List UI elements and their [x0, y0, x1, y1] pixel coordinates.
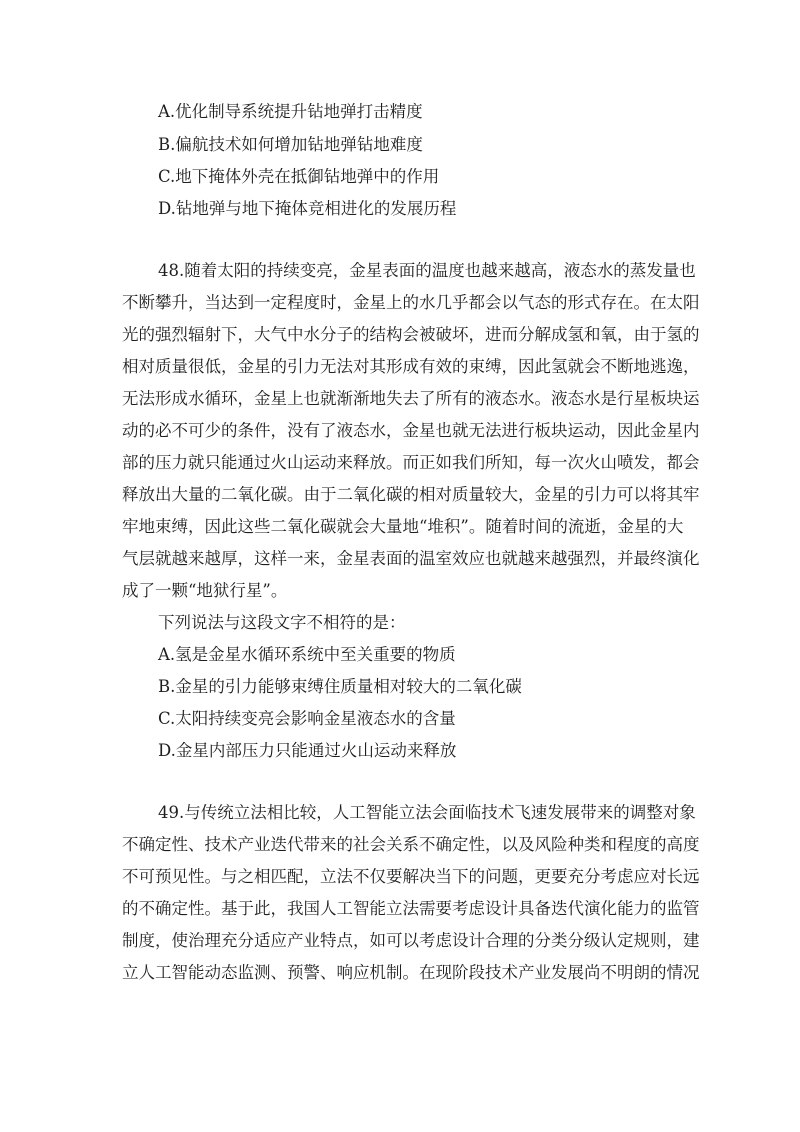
q48-line-6: 动的必不可少的条件，没有了液态水，金星也就无法进行板块运动，因此金星内 [122, 421, 700, 440]
q49-line-3: 不可预见性。与之相匹配，立法不仅要解决当下的问题，更要充分考虑应对长远 [122, 867, 700, 886]
q48-line-7: 部的压力就只能通过火山运动来释放。而正如我们所知，每一次火山喷发，都会 [122, 453, 700, 472]
q49-line-2: 不确定性、技术产业迭代带来的社会关系不确定性，以及风险种类和程度的高度 [122, 835, 700, 854]
q49-line-6: 立人工智能动态监测、预警、响应机制。在现阶段技术产业发展尚不明朗的情况 [122, 963, 700, 982]
q48-line-11: 成了一颗“地狱行星”。 [122, 581, 288, 600]
q47-option-b: B.偏航技术如何增加钻地弹钻地难度 [158, 135, 423, 154]
q48-option-d: D.金星内部压力只能通过火山运动来释放 [158, 741, 457, 760]
q48-line-10: 气层就越来越厚，这样一来，金星表面的温室效应也就越来越强烈，并最终演化 [122, 549, 700, 568]
q47-option-a: A.优化制导系统提升钻地弹打击精度 [158, 102, 423, 121]
q48-line-5: 无法形成水循环，金星上也就渐渐地失去了所有的液态水。液态水是行星板块运 [122, 389, 700, 408]
q49-line-5: 制度，使治理充分适应产业特点，如可以考虑设计合理的分类分级认定规则，建 [122, 931, 700, 950]
q47-option-c: C.地下掩体外壳在抵御钻地弹中的作用 [158, 167, 440, 186]
q48-option-b: B.金星的引力能够束缚住质量相对较大的二氧化碳 [158, 677, 522, 696]
q48-option-c: C.太阳持续变亮会影响金星液态水的含量 [158, 709, 456, 728]
q48-line-9: 牢地束缚，因此这些二氧化碳就会大量地“堆积”。随着时间的流逝，金星的大 [122, 517, 684, 536]
q48-option-a: A.氢是金星水循环系统中至关重要的物质 [158, 645, 456, 664]
q49-line-1: 49.与传统立法相比较，人工智能立法会面临技术飞速发展带来的调整对象 [158, 803, 696, 822]
q49-line-4: 的不确定性。基于此，我国人工智能立法需要考虑设计具备迭代演化能力的监管 [122, 899, 700, 918]
q48-question: 下列说法与这段文字不相符的是： [158, 613, 406, 632]
q48-line-8: 释放出大量的二氧化碳。由于二氧化碳的相对质量较大，金星的引力可以将其牢 [122, 485, 700, 504]
q48-line-3: 光的强烈辐射下，大气中水分子的结构会被破坏，进而分解成氢和氧，由于氢的 [122, 325, 700, 344]
q47-option-d: D.钻地弹与地下掩体竞相进化的发展历程 [158, 199, 457, 218]
q48-line-1: 48.随着太阳的持续变亮，金星表面的温度也越来越高，液态水的蒸发量也 [158, 261, 696, 280]
q48-line-4: 相对质量很低，金星的引力无法对其形成有效的束缚，因此氢就会不断地逃逸， [122, 357, 700, 376]
q48-line-2: 不断攀升，当达到一定程度时，金星上的水几乎都会以气态的形式存在。在太阳 [122, 293, 700, 312]
